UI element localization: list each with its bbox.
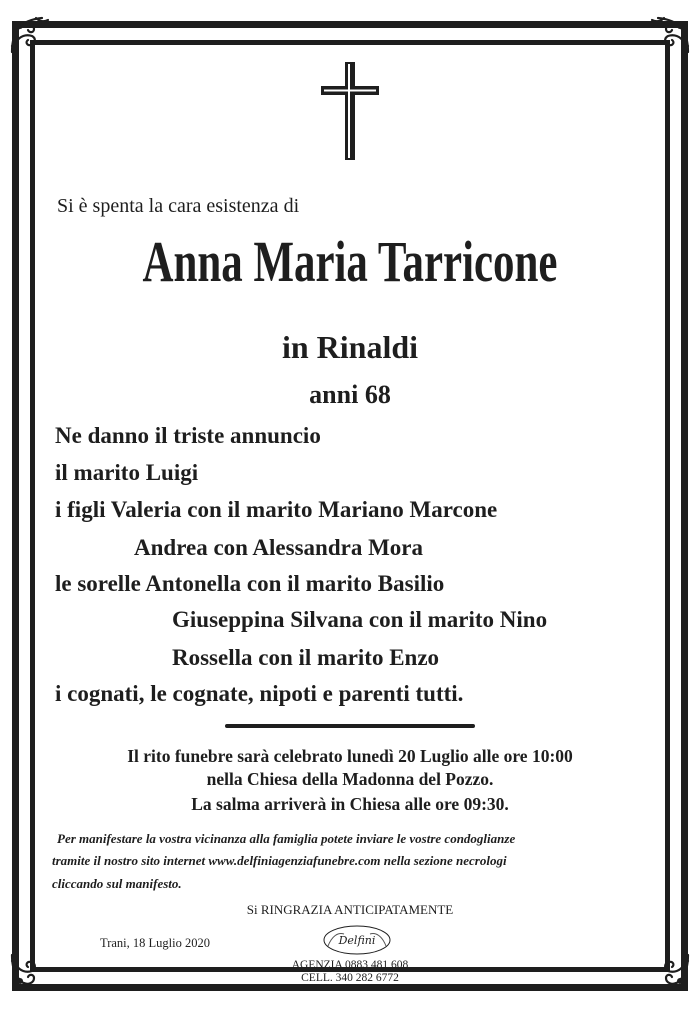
agency-logo-icon — [322, 924, 392, 956]
family-line: Rossella con il marito Enzo — [172, 645, 440, 670]
condolence-line: tramite il nostro sito internet www.delfiniagenziafunebre.com nella sezione necrologi — [52, 853, 507, 868]
family-line: Giuseppina Silvana con il marito Nino — [172, 607, 548, 632]
condolence-line: Per manifestare la vostra vicinanza alla famiglia potete inviare le vostre condoglianze — [57, 831, 516, 846]
intro-text: Si è spenta la cara esistenza di — [57, 195, 300, 217]
corner-ornament-icon — [6, 12, 52, 58]
rite-line: nella Chiesa della Madonna del Pozzo. — [206, 769, 494, 789]
family-line: i figli Valeria con il marito Mariano Marcone — [55, 497, 498, 522]
cross-icon — [321, 62, 379, 162]
age-text: anni 68 — [309, 380, 391, 409]
rite-line: La salma arriverà in Chiesa alle ore 09:30. — [191, 794, 509, 814]
married-name: in Rinaldi — [281, 329, 419, 365]
divider — [225, 724, 475, 728]
family-line: Andrea con Alessandra Mora — [134, 535, 423, 560]
family-line: i cognati, le cognate, nipoti e parenti tutti. — [55, 681, 464, 706]
family-line: le sorelle Antonella con il marito Basilio — [55, 571, 445, 596]
family-line: il marito Luigi — [55, 460, 199, 485]
agency-mobile: CELL. 340 282 6772 — [301, 972, 399, 984]
corner-ornament-icon — [648, 12, 694, 58]
deceased-name: Anna Maria Tarricone — [142, 229, 558, 294]
place-date: Trani, 18 Luglio 2020 — [100, 936, 210, 950]
logo-text: Delfini — [338, 934, 376, 947]
family-line: Ne danno il triste annuncio — [55, 423, 321, 448]
rite-line: Il rito funebre sarà celebrato lunedì 20 Luglio alle ore 10:00 — [127, 746, 573, 766]
agency-phone: AGENZIA 0883 481 608 — [291, 959, 409, 971]
condolence-line: cliccando sul manifesto. — [52, 876, 182, 891]
thanks-text: Si RINGRAZIA ANTICIPATAMENTE — [246, 902, 454, 917]
